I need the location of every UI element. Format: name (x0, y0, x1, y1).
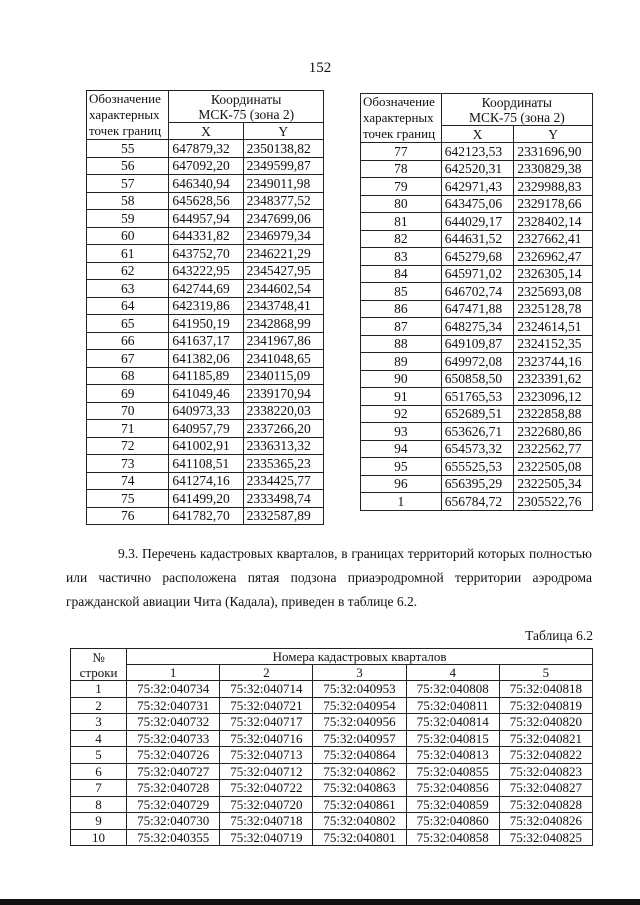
value-cell: 75:32:040732 (127, 714, 220, 731)
row-id-cell: 83 (361, 248, 442, 266)
value-cell: 75:32:040720 (220, 796, 313, 813)
value-cell: 646340,94 (169, 175, 243, 193)
table-row (361, 353, 593, 371)
value-cell: 2342868,99 (243, 315, 323, 333)
value-cell: 647879,32 (169, 140, 243, 158)
value-cell: 75:32:040721 (220, 697, 313, 714)
value-cell: 75:32:040823 (499, 763, 592, 780)
row-id-cell: 72 (87, 437, 169, 455)
row-id-cell: 88 (361, 335, 442, 353)
row-id-cell: 82 (361, 230, 442, 248)
row-id-cell: 2 (71, 697, 127, 714)
table-row (361, 213, 593, 231)
body-paragraph: 9.3. Перечень кадастровых кварталов, в границах территорий которых полностью или частично расположена пятая подзона приаэродромной территории аэродрома гражданской авиации Чита (Кадала), приведен в таблице 6.2. (66, 545, 592, 609)
value-cell: 2324152,35 (514, 335, 593, 353)
value-cell: 647471,88 (441, 300, 514, 318)
table-row (87, 245, 324, 263)
value-cell: 2331696,90 (514, 143, 593, 161)
row-id-cell: 69 (87, 385, 169, 403)
row-id-cell: 92 (361, 405, 442, 423)
value-cell: 75:32:040717 (220, 714, 313, 731)
row-id-cell: 90 (361, 370, 442, 388)
value-cell: 75:32:040802 (313, 813, 406, 830)
table-row (361, 388, 593, 406)
value-cell: 641108,51 (169, 455, 243, 473)
value-cell: 2328402,14 (514, 213, 593, 231)
table-caption: Таблица 6.2 (525, 628, 593, 643)
value-cell: 656395,29 (441, 475, 514, 493)
table-row (361, 195, 593, 213)
row-id-cell: 9 (71, 813, 127, 830)
value-cell: 654573,32 (441, 440, 514, 458)
value-cell: 645971,02 (441, 265, 514, 283)
row-id-cell: 87 (361, 318, 442, 336)
table-row (87, 437, 324, 455)
coordinates-table-right (360, 93, 593, 511)
value-cell: 2332587,89 (243, 507, 323, 525)
value-cell: 75:32:040713 (220, 747, 313, 764)
value-cell: 2333498,74 (243, 490, 323, 508)
table-row (71, 829, 593, 846)
row-id-cell: 10 (71, 829, 127, 846)
row-id-cell: 5 (71, 747, 127, 764)
row-id-cell: 6 (71, 763, 127, 780)
value-cell: 641637,17 (169, 332, 243, 350)
value-cell: 645279,68 (441, 248, 514, 266)
value-cell: 2324614,51 (514, 318, 593, 336)
value-cell: 75:32:040719 (220, 829, 313, 846)
value-cell: 2335365,23 (243, 455, 323, 473)
value-cell: 75:32:040811 (406, 697, 499, 714)
row-id-cell: 73 (87, 455, 169, 473)
value-cell: 75:32:040813 (406, 747, 499, 764)
row-id-cell: 1 (71, 681, 127, 698)
table-row (71, 813, 593, 830)
table-row (87, 367, 324, 385)
value-cell: 2325693,08 (514, 283, 593, 301)
point-designation-header: Обозначение характерных точек границ (87, 91, 169, 140)
value-cell: 2339170,94 (243, 385, 323, 403)
value-cell: 75:32:040825 (499, 829, 592, 846)
value-cell: 2329178,66 (514, 195, 593, 213)
value-cell: 75:32:040716 (220, 730, 313, 747)
row-id-cell: 63 (87, 280, 169, 298)
value-cell: 640973,33 (169, 402, 243, 420)
y-header: Y (514, 126, 593, 143)
table-row (361, 493, 593, 511)
row-id-cell: 57 (87, 175, 169, 193)
value-cell: 2326962,47 (514, 248, 593, 266)
row-id-cell: 59 (87, 210, 169, 228)
row-id-cell: 58 (87, 192, 169, 210)
table-row (71, 714, 593, 731)
table-row (87, 350, 324, 368)
value-cell: 649972,08 (441, 353, 514, 371)
table-row (361, 143, 593, 161)
value-cell: 75:32:040826 (499, 813, 592, 830)
x-header: X (169, 123, 243, 140)
row-id-cell: 65 (87, 315, 169, 333)
value-cell: 2338220,03 (243, 402, 323, 420)
column-header: 3 (313, 665, 406, 681)
row-id-cell: 93 (361, 423, 442, 441)
row-id-cell: 66 (87, 332, 169, 350)
row-id-cell: 94 (361, 440, 442, 458)
column-header: 1 (127, 665, 220, 681)
table-row (71, 796, 593, 813)
value-cell: 75:32:040718 (220, 813, 313, 830)
row-id-cell: 1 (361, 493, 442, 511)
value-cell: 2346979,34 (243, 227, 323, 245)
row-id-cell: 91 (361, 388, 442, 406)
table-row (361, 265, 593, 283)
value-cell: 75:32:040734 (127, 681, 220, 698)
value-cell: 2327662,41 (514, 230, 593, 248)
value-cell: 2349599,87 (243, 157, 323, 175)
value-cell: 644957,94 (169, 210, 243, 228)
value-cell: 2330829,38 (514, 160, 593, 178)
table-row (71, 763, 593, 780)
value-cell: 2345427,95 (243, 262, 323, 280)
row-id-cell: 3 (71, 714, 127, 731)
value-cell: 2341967,86 (243, 332, 323, 350)
value-cell: 75:32:040722 (220, 780, 313, 797)
value-cell: 2341048,65 (243, 350, 323, 368)
value-cell: 75:32:040730 (127, 813, 220, 830)
table-row (361, 423, 593, 441)
value-cell: 75:32:040801 (313, 829, 406, 846)
value-cell: 642971,43 (441, 178, 514, 196)
value-cell: 75:32:040859 (406, 796, 499, 813)
table-row (71, 730, 593, 747)
value-cell: 2346221,29 (243, 245, 323, 263)
row-id-cell: 84 (361, 265, 442, 283)
value-cell: 2322680,86 (514, 423, 593, 441)
row-id-cell: 85 (361, 283, 442, 301)
table-row (361, 440, 593, 458)
table-row (71, 780, 593, 797)
table-row (361, 370, 593, 388)
value-cell: 648275,34 (441, 318, 514, 336)
value-cell: 645628,56 (169, 192, 243, 210)
value-cell: 2305522,76 (514, 493, 593, 511)
value-cell: 643222,95 (169, 262, 243, 280)
value-cell: 75:32:040726 (127, 747, 220, 764)
value-cell: 75:32:040714 (220, 681, 313, 698)
value-cell: 75:32:040822 (499, 747, 592, 764)
value-cell: 641950,19 (169, 315, 243, 333)
value-cell: 641382,06 (169, 350, 243, 368)
value-cell: 75:32:040355 (127, 829, 220, 846)
value-cell: 75:32:040864 (313, 747, 406, 764)
cadastral-numbers-header: Номера кадастровых кварталов (127, 649, 593, 665)
value-cell: 644331,82 (169, 227, 243, 245)
table-row (361, 230, 593, 248)
table-row (87, 280, 324, 298)
value-cell: 75:32:040819 (499, 697, 592, 714)
row-id-cell: 7 (71, 780, 127, 797)
value-cell: 2340115,09 (243, 367, 323, 385)
row-id-cell: 79 (361, 178, 442, 196)
value-cell: 75:32:040828 (499, 796, 592, 813)
value-cell: 656784,72 (441, 493, 514, 511)
page-bottom-edge (0, 899, 640, 905)
value-cell: 641185,89 (169, 367, 243, 385)
table-row (87, 472, 324, 490)
page-number: 152 (308, 60, 332, 76)
row-id-cell: 70 (87, 402, 169, 420)
row-id-cell: 75 (87, 490, 169, 508)
coordinates-header: Координаты МСК-75 (зона 2) (441, 94, 592, 126)
row-id-cell: 71 (87, 420, 169, 438)
value-cell: 75:32:040956 (313, 714, 406, 731)
value-cell: 2343748,41 (243, 297, 323, 315)
table-row (87, 490, 324, 508)
column-header: 2 (220, 665, 313, 681)
row-id-cell: 8 (71, 796, 127, 813)
value-cell: 641782,70 (169, 507, 243, 525)
column-header: 5 (499, 665, 592, 681)
row-id-cell: 80 (361, 195, 442, 213)
value-cell: 641002,91 (169, 437, 243, 455)
table-row (87, 140, 324, 158)
value-cell: 75:32:040712 (220, 763, 313, 780)
value-cell: 75:32:040733 (127, 730, 220, 747)
value-cell: 2322858,88 (514, 405, 593, 423)
value-cell: 2336313,32 (243, 437, 323, 455)
row-id-cell: 56 (87, 157, 169, 175)
table-row (87, 227, 324, 245)
row-id-cell: 67 (87, 350, 169, 368)
value-cell: 75:32:040820 (499, 714, 592, 731)
value-cell: 643475,06 (441, 195, 514, 213)
table-row (87, 455, 324, 473)
value-cell: 653626,71 (441, 423, 514, 441)
table-row (87, 210, 324, 228)
point-designation-header: Обозначение характерных точек границ (361, 94, 442, 143)
value-cell: 2322505,08 (514, 458, 593, 476)
value-cell: 644029,17 (441, 213, 514, 231)
value-cell: 75:32:040821 (499, 730, 592, 747)
table-row (361, 178, 593, 196)
value-cell: 2323391,62 (514, 370, 593, 388)
value-cell: 2344602,54 (243, 280, 323, 298)
coordinates-table-left (86, 90, 324, 525)
value-cell: 2323096,12 (514, 388, 593, 406)
row-id-cell: 60 (87, 227, 169, 245)
table-row (87, 420, 324, 438)
table-row (361, 248, 593, 266)
value-cell: 642520,31 (441, 160, 514, 178)
value-cell: 75:32:040827 (499, 780, 592, 797)
value-cell: 2348377,52 (243, 192, 323, 210)
table-row (361, 318, 593, 336)
row-id-cell: 76 (87, 507, 169, 525)
row-id-cell: 68 (87, 367, 169, 385)
value-cell: 75:32:040855 (406, 763, 499, 780)
cadastral-quarters-table (70, 648, 593, 846)
value-cell: 652689,51 (441, 405, 514, 423)
row-id-cell: 74 (87, 472, 169, 490)
value-cell: 75:32:040860 (406, 813, 499, 830)
value-cell: 640957,79 (169, 420, 243, 438)
value-cell: 651765,53 (441, 388, 514, 406)
value-cell: 2350138,82 (243, 140, 323, 158)
value-cell: 642123,53 (441, 143, 514, 161)
row-id-cell: 64 (87, 297, 169, 315)
row-id-cell: 4 (71, 730, 127, 747)
value-cell: 75:32:040728 (127, 780, 220, 797)
table-row (87, 192, 324, 210)
row-id-cell: 55 (87, 140, 169, 158)
table-row (87, 262, 324, 280)
value-cell: 75:32:040729 (127, 796, 220, 813)
value-cell: 641049,46 (169, 385, 243, 403)
value-cell: 650858,50 (441, 370, 514, 388)
row-id-cell: 86 (361, 300, 442, 318)
value-cell: 75:32:040863 (313, 780, 406, 797)
value-cell: 644631,52 (441, 230, 514, 248)
row-id-cell: 78 (361, 160, 442, 178)
value-cell: 2334425,77 (243, 472, 323, 490)
value-cell: 642744,69 (169, 280, 243, 298)
value-cell: 75:32:040731 (127, 697, 220, 714)
table-row (361, 283, 593, 301)
value-cell: 2326305,14 (514, 265, 593, 283)
table-row (87, 297, 324, 315)
table-row (361, 160, 593, 178)
table-row (71, 697, 593, 714)
table-row (87, 507, 324, 525)
value-cell: 75:32:040861 (313, 796, 406, 813)
value-cell: 2323744,16 (514, 353, 593, 371)
coordinates-header: Координаты МСК-75 (зона 2) (169, 91, 324, 123)
table-row (361, 300, 593, 318)
row-number-header: № строки (71, 649, 127, 681)
value-cell: 649109,87 (441, 335, 514, 353)
table-row (87, 385, 324, 403)
value-cell: 75:32:040954 (313, 697, 406, 714)
table-row (87, 175, 324, 193)
value-cell: 655525,53 (441, 458, 514, 476)
value-cell: 641274,16 (169, 472, 243, 490)
table-row (361, 335, 593, 353)
value-cell: 646702,74 (441, 283, 514, 301)
value-cell: 75:32:040953 (313, 681, 406, 698)
table-row (361, 405, 593, 423)
value-cell: 2337266,20 (243, 420, 323, 438)
value-cell: 2347699,06 (243, 210, 323, 228)
value-cell: 2349011,98 (243, 175, 323, 193)
row-id-cell: 89 (361, 353, 442, 371)
value-cell: 75:32:040808 (406, 681, 499, 698)
table-row (87, 315, 324, 333)
table-row (71, 747, 593, 764)
value-cell: 647092,20 (169, 157, 243, 175)
row-id-cell: 95 (361, 458, 442, 476)
row-id-cell: 81 (361, 213, 442, 231)
table-row (87, 332, 324, 350)
y-header: Y (243, 123, 323, 140)
value-cell: 75:32:040858 (406, 829, 499, 846)
table-row (87, 402, 324, 420)
row-id-cell: 61 (87, 245, 169, 263)
value-cell: 643752,70 (169, 245, 243, 263)
table-row (361, 475, 593, 493)
table-row (71, 681, 593, 698)
value-cell: 75:32:040856 (406, 780, 499, 797)
x-header: X (441, 126, 514, 143)
value-cell: 75:32:040727 (127, 763, 220, 780)
value-cell: 75:32:040818 (499, 681, 592, 698)
value-cell: 641499,20 (169, 490, 243, 508)
value-cell: 642319,86 (169, 297, 243, 315)
value-cell: 2325128,78 (514, 300, 593, 318)
row-id-cell: 77 (361, 143, 442, 161)
value-cell: 75:32:040814 (406, 714, 499, 731)
value-cell: 75:32:040957 (313, 730, 406, 747)
value-cell: 75:32:040815 (406, 730, 499, 747)
table-row (87, 157, 324, 175)
value-cell: 2322562,77 (514, 440, 593, 458)
value-cell: 2329988,83 (514, 178, 593, 196)
row-id-cell: 96 (361, 475, 442, 493)
table-row (361, 458, 593, 476)
row-id-cell: 62 (87, 262, 169, 280)
value-cell: 75:32:040862 (313, 763, 406, 780)
column-header: 4 (406, 665, 499, 681)
value-cell: 2322505,34 (514, 475, 593, 493)
